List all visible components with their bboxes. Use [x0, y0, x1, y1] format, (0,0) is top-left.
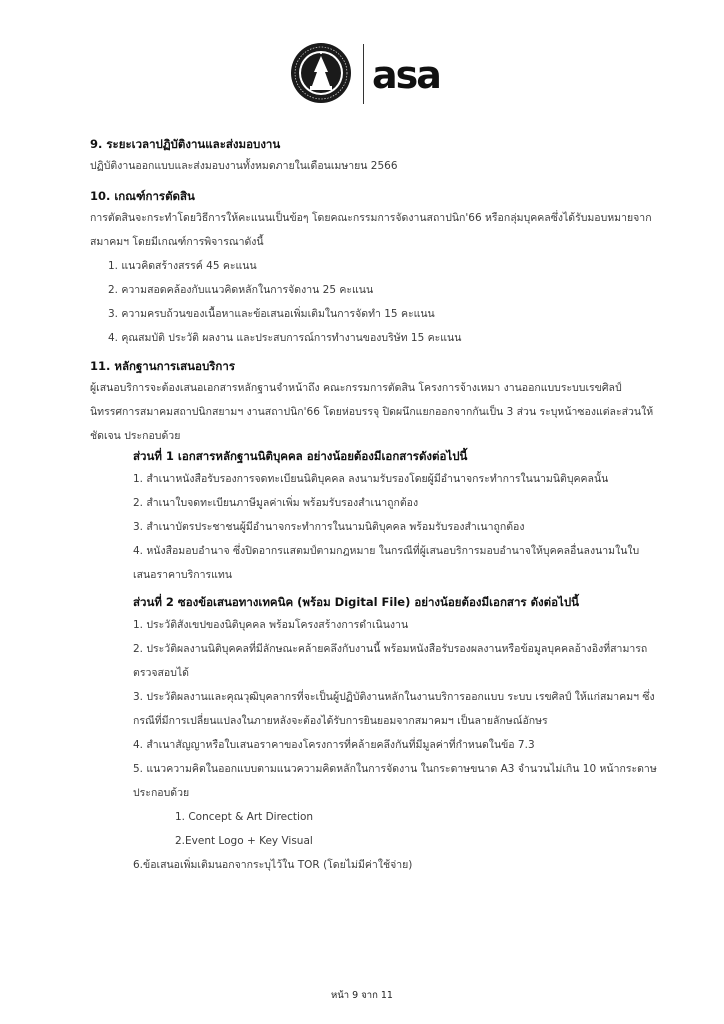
part-1-item: 3. สำเนาบัตรประชาชนผู้มีอำนาจกระทำการในนามนิติบุคคล พร้อมรับรองสำเนาถูกต้อง: [133, 521, 525, 533]
part-1-item: 4. หนังสือมอบอำนาจ ซึ่งปิดอากรแสตมป์ตามกฎหมาย ในกรณีที่ผู้เสนอบริการมอบอำนาจให้บุคคลอื่นลงนามในใบ: [133, 545, 640, 557]
part-2-item-continued: ประกอบด้วย: [133, 787, 190, 799]
section-10-body-line: สมาคมฯ โดยมีเกณฑ์การพิจารณาดังนี้: [90, 236, 264, 248]
section-9-heading: 9. ระยะเวลาปฏิบัติงานและส่งมอบงาน: [90, 137, 281, 151]
part-2-item-continued: กรณีที่มีการเปลี่ยนแปลงในภายหลังจะต้องได้รับการยินยอมจากสมาคมฯ เป็นลายลักษณ์อักษร: [133, 715, 548, 727]
part-2-item: 4. สำเนาสัญญาหรือใบเสนอราคาของโครงการที่คล้ายคลึงกันที่มีมูลค่าที่กำหนดในข้อ 7.3: [133, 739, 535, 751]
part-1-item: 1. สำเนาหนังสือรับรองการจดทะเบียนนิติบุคคล ลงนามรับรองโดยผู้มีอำนาจกระทำการในนามนิติบุคคลนั้น: [133, 473, 609, 485]
part-2-item: 2. ประวัติผลงานนิติบุคคลที่มีลักษณะคล้ายคลึงกับงานนี้ พร้อมหนังสือรับรองผลงานหรือข้อมูลบุคคลอ้างอิงที่สามารถ: [133, 643, 648, 655]
part-1-heading: ส่วนที่ 1 เอกสารหลักฐานนิติบุคคล อย่างน้อยต้องมีเอกสารดังต่อไปนี้: [133, 449, 468, 463]
section-10-body-line: การตัดสินจะกระทำโดยวิธีการให้คะแนนเป็นข้อๆ โดยคณะกรรมการจัดงานสถาปนิก'66 หรือกลุ่มบุคคลซึ่งได้รับมอบหมายจาก: [90, 212, 652, 224]
svg-text:asa: asa: [372, 53, 440, 96]
criteria-item: 3. ความครบถ้วนของเนื้อหาและข้อเสนอเพิ่มเติมในการจัดทำ 15 คะแนน: [108, 308, 435, 320]
section-11-heading: 11. หลักฐานการเสนอบริการ: [90, 359, 236, 373]
part-2-heading: ส่วนที่ 2 ซองข้อเสนอทางเทคนิค (พร้อม Digital File) อย่างน้อยต้องมีเอกสาร ดังต่อไปนี้: [133, 595, 579, 609]
criteria-item: 2. ความสอดคล้องกับแนวคิดหลักในการจัดงาน 25 คะแนน: [108, 284, 374, 296]
asa-logo: [372, 52, 458, 96]
part-2-item-continued: ตรวจสอบได้: [133, 667, 189, 679]
section-10-heading: 10. เกณฑ์การตัดสิน: [90, 189, 195, 203]
section-11-body-line: ผู้เสนอบริการจะต้องเสนอเอกสารหลักฐานจำหน้าถึง คณะกรรมการตัดสิน โครงการจ้างเหมา งานออกแบบระบบเรขศิลป์: [90, 382, 622, 394]
part-2-item: 1. ประวัติสังเขปของนิติบุคคล พร้อมโครงสร้างการดำเนินงาน: [133, 619, 409, 631]
page-number: หน้า 9 จาก 11: [331, 990, 393, 1001]
section-9-body: ปฏิบัติงานออกแบบและส่งมอบงานทั้งหมดภายในเดือนเมษายน 2566: [90, 160, 398, 172]
part-1-item-continued: เสนอราคาบริการแทน: [133, 569, 233, 581]
part-2-item: 5. แนวความคิดในออกแบบตามแนวความคิดหลักในการจัดงาน ในกระดาษขนาด A3 จำนวนไม่เกิน 10 หน้ากระดาษ: [133, 763, 657, 775]
part-2-item: 6.ข้อเสนอเพิ่มเติมนอกจากระบุไว้ใน TOR (โดยไม่มีค่าใช้จ่าย): [133, 859, 413, 871]
section-11-body-line: นิทรรศการสมาคมสถาปนิกสยามฯ งานสถาปนิก'66 โดยห่อบรรจุ ปิดผนึกแยกออกจากกันเป็น 3 ส่วน ระบุหน้าซองแต่ละส่วนให้: [90, 406, 654, 418]
part-2-item: 3. ประวัติผลงานและคุณวุฒิบุคลากรที่จะเป็นผู้ปฏิบัติงานหลักในงานบริการออกแบบ ระบบ เรขศิลป์ ให้แก่สมาคมฯ ซึ่ง: [133, 691, 655, 703]
association-seal-logo: [290, 42, 352, 104]
part-2-subitem: 1. Concept & Art Direction: [175, 811, 314, 823]
page-header: [0, 42, 724, 108]
criteria-item: 4. คุณสมบัติ ประวัติ ผลงาน และประสบการณ์การทำงานของบริษัท 15 คะแนน: [108, 332, 462, 344]
header-divider: [363, 44, 364, 104]
part-1-item: 2. สำเนาใบจดทะเบียนภาษีมูลค่าเพิ่ม พร้อมรับรองสำเนาถูกต้อง: [133, 497, 419, 509]
part-2-subitem: 2.Event Logo + Key Visual: [175, 835, 313, 847]
criteria-item: 1. แนวคิดสร้างสรรค์ 45 คะแนน: [108, 260, 257, 272]
section-11-body-line: ชัดเจน ประกอบด้วย: [90, 430, 181, 442]
